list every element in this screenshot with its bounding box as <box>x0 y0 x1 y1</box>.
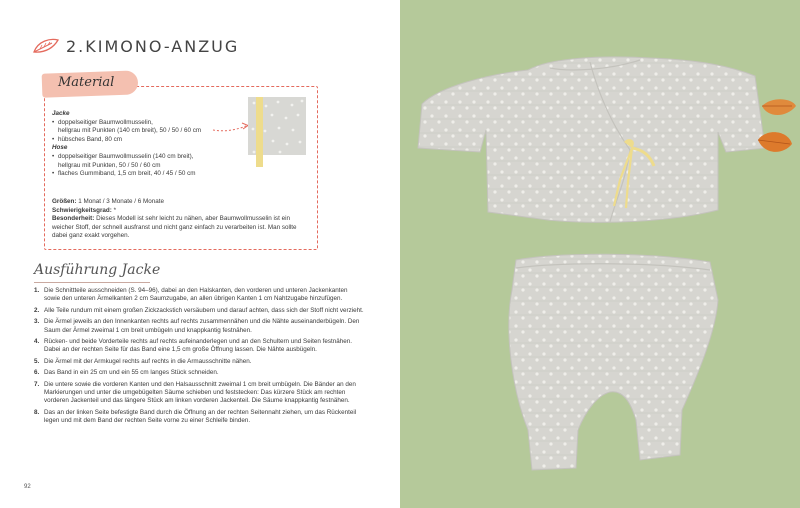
jacket-shape <box>418 57 765 222</box>
instruction-steps <box>34 287 364 429</box>
leaf-outline-icon <box>32 37 60 55</box>
step-item: 3. Die Ärmel jeweils an den Innenkanten rechts auf rechts zusammennähen und die Nähte auseinanderbügeln. Den Saum der Ärmel zweimal 1 cm breit umbügeln und knappkantig festnähen. <box>34 318 360 334</box>
kimono-suit-photo <box>400 0 800 508</box>
material-item: • doppelseitiger Baumwollmusselin, <box>52 119 242 128</box>
step-item: 7. Die untere sowie die vorderen Kanten und den Halsausschnitt zweimal 1 cm breit umbügeln. Die Bänder an den Markierungen und unter die umgebügelten Säume schieben und feststecken: Das kürzere Stück am rechten vorderen Jackenteil und das längere Stück am linken vorderen Jackenteil. Die Säume knappkantig festnähen. <box>34 380 356 405</box>
material-item-cont: hellgrau mit Punkten, 50 / 50 / 60 cm <box>58 161 161 169</box>
material-item-cont: hellgrau mit Punkten (140 cm breit), 50 / 50 / 60 cm <box>58 127 202 135</box>
dashed-arrow-icon <box>212 120 252 134</box>
material-item: • hübsches Band, 80 cm <box>52 136 242 145</box>
step-item: 6. Das Band in ein 25 cm und ein 55 cm langes Stück schneiden. <box>34 369 219 377</box>
material-label: Material <box>58 75 115 90</box>
material-item: • doppelseitiger Baumwollmusselin (140 cm breit), <box>52 153 242 162</box>
step-item: 5. Die Ärmel mit der Armkugel rechts auf rechts in die Armausschnitte nähen. <box>34 357 252 365</box>
jacke-heading: Jacke <box>52 110 70 117</box>
step-item: 1. Die Schnittteile ausschneiden (S. 94–96), dabei an den Halskanten, den vorderen und unteren Jackenkanten sowie den unteren Ärmelkanten 2 cm Saumzugabe, an allen übrigen Kanten 1 cm Nahtzugabe hinzufügen. <box>34 287 348 303</box>
autumn-leaves <box>758 99 796 152</box>
page-title: 2.KIMONO-ANZUG <box>66 36 240 56</box>
hose-heading: Hose <box>52 144 68 152</box>
step-item: 4. Rücken- und beide Vorderteile rechts auf rechts aufeinanderlegen und an den Schultern und Seiten festnähen. Dabei an der rechten Seite für das Band eine 1,5 cm große Öffnung lassen. Die Nähte ausbügeln. <box>34 338 353 354</box>
pants-shape <box>509 254 718 470</box>
material-item: • flaches Gummiband, 1,5 cm breit, 40 / 45 / 50 cm <box>52 170 242 179</box>
step-item: 8. Das an der linken Seite befestigte Band durch die Öffnung an der rechten Seitennaht ziehen, um das Rückenteil legen und mit dem Band der rechten Seite vorne zu einer Schleife binden. <box>34 408 357 425</box>
material-details: Größen: 1 Monat / 3 Monate / 6 Monate Schwierigkeitsgrad: * Besonderheit: Dieses Modell ist sehr leicht zu nähen, aber Baumwollmusselin ist ein weicher Stoff, der schnell ausfranst und nicht ganz einfach zu verarbeiten ist. Man sollte dabei ganz exakt vorgehen. <box>52 198 297 240</box>
section-heading: Ausführung Jacke <box>34 262 161 278</box>
title-row <box>32 34 239 58</box>
section-underline <box>34 282 150 283</box>
page-number: 92 <box>24 484 31 490</box>
step-item: 2. Alle Teile rundum mit einem großen Zickzackstich versäubern und darauf achten, dass sich der Stoff nicht verzieht. <box>34 306 364 314</box>
photo-page <box>400 0 800 508</box>
ribbon-sample <box>256 97 263 167</box>
